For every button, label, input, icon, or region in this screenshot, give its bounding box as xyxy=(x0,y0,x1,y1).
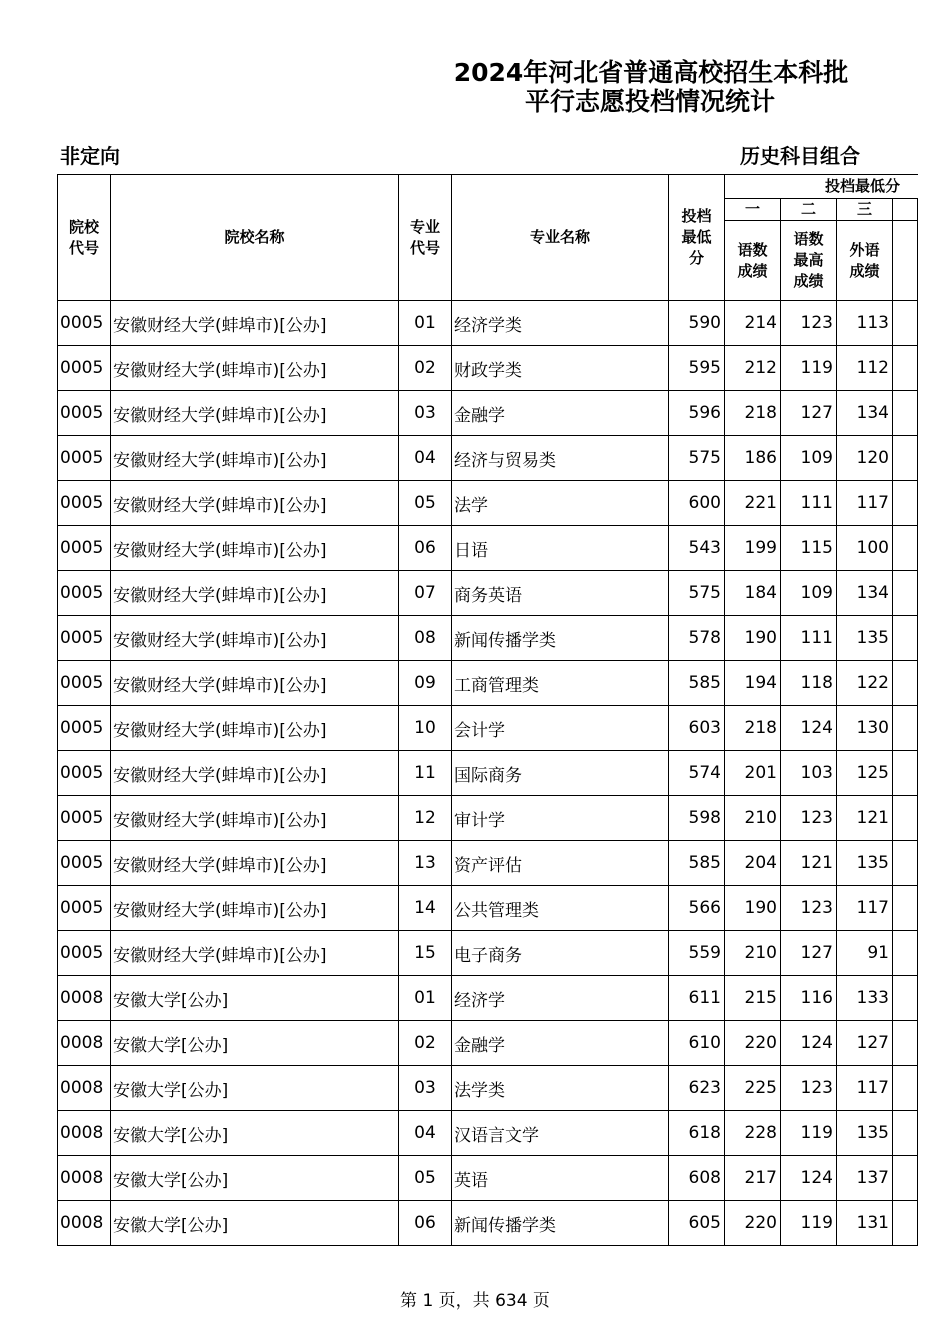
min-score-cell: 608 xyxy=(669,1156,725,1201)
col4-cell xyxy=(893,1066,918,1111)
school-code-cell: 0005 xyxy=(58,706,111,751)
chinese-math-cell: 220 xyxy=(725,1201,781,1246)
chinese-math-max-cell: 115 xyxy=(781,526,837,571)
major-code-cell: 01 xyxy=(399,301,452,346)
header-foreign-lang: 外语成绩 xyxy=(837,221,893,301)
chinese-math-cell: 220 xyxy=(725,1021,781,1066)
chinese-math-cell: 217 xyxy=(725,1156,781,1201)
school-name-cell: 安徽大学[公办] xyxy=(111,1111,399,1156)
major-code-cell: 12 xyxy=(399,796,452,841)
header-col3-no: 三 xyxy=(837,199,893,221)
major-code-cell: 01 xyxy=(399,976,452,1021)
min-score-cell: 575 xyxy=(669,436,725,481)
header-chinese-math: 语数成绩 xyxy=(725,221,781,301)
table-row xyxy=(58,346,918,391)
col4-cell xyxy=(893,1201,918,1246)
school-name-cell: 安徽财经大学(蚌埠市)[公办] xyxy=(111,346,399,391)
school-code-cell: 0005 xyxy=(58,571,111,616)
table-row xyxy=(58,616,918,661)
table-row xyxy=(58,661,918,706)
header-col4 xyxy=(893,221,918,301)
major-name-cell: 日语 xyxy=(452,526,669,571)
header-major-name: 专业名称 xyxy=(452,175,669,301)
foreign-lang-cell: 117 xyxy=(837,886,893,931)
major-code-cell: 04 xyxy=(399,436,452,481)
school-code-cell: 0008 xyxy=(58,1066,111,1111)
school-name-cell: 安徽财经大学(蚌埠市)[公办] xyxy=(111,751,399,796)
min-score-cell: 566 xyxy=(669,886,725,931)
school-name-cell: 安徽大学[公办] xyxy=(111,1156,399,1201)
chinese-math-cell: 218 xyxy=(725,391,781,436)
min-score-cell: 575 xyxy=(669,571,725,616)
col4-cell xyxy=(893,661,918,706)
foreign-lang-cell: 125 xyxy=(837,751,893,796)
school-code-cell: 0005 xyxy=(58,616,111,661)
chinese-math-max-cell: 123 xyxy=(781,1066,837,1111)
school-code-cell: 0008 xyxy=(58,1021,111,1066)
chinese-math-cell: 212 xyxy=(725,346,781,391)
major-code-cell: 10 xyxy=(399,706,452,751)
major-name-cell: 新闻传播学类 xyxy=(452,616,669,661)
chinese-math-max-cell: 121 xyxy=(781,841,837,886)
major-name-cell: 工商管理类 xyxy=(452,661,669,706)
school-code-cell: 0005 xyxy=(58,346,111,391)
col4-cell xyxy=(893,301,918,346)
school-code-cell: 0005 xyxy=(58,751,111,796)
foreign-lang-cell: 122 xyxy=(837,661,893,706)
school-code-cell: 0005 xyxy=(58,661,111,706)
foreign-lang-cell: 117 xyxy=(837,481,893,526)
min-score-cell: 598 xyxy=(669,796,725,841)
header-tiebreak-group xyxy=(725,175,918,199)
col4-cell xyxy=(893,616,918,661)
col4-cell xyxy=(893,481,918,526)
chinese-math-max-cell: 111 xyxy=(781,616,837,661)
page-title: 2024年河北省普通高校招生本科批 xyxy=(453,58,849,87)
chinese-math-max-cell: 119 xyxy=(781,1111,837,1156)
chinese-math-cell: 199 xyxy=(725,526,781,571)
school-name-cell: 安徽财经大学(蚌埠市)[公办] xyxy=(111,796,399,841)
foreign-lang-cell: 131 xyxy=(837,1201,893,1246)
header-school-name: 院校名称 xyxy=(111,175,399,301)
chinese-math-max-cell: 119 xyxy=(781,346,837,391)
min-score-cell: 596 xyxy=(669,391,725,436)
min-score-cell: 585 xyxy=(669,661,725,706)
col4-cell xyxy=(893,346,918,391)
school-name-cell: 安徽大学[公办] xyxy=(111,1021,399,1066)
table-row xyxy=(58,391,918,436)
school-code-cell: 0005 xyxy=(58,526,111,571)
major-code-cell: 13 xyxy=(399,841,452,886)
page-footer: 第 1 页，共 634 页 xyxy=(400,1291,550,1311)
chinese-math-cell: 204 xyxy=(725,841,781,886)
school-code-cell: 0005 xyxy=(58,391,111,436)
min-score-cell: 611 xyxy=(669,976,725,1021)
table-row xyxy=(58,1021,918,1066)
major-code-cell: 15 xyxy=(399,931,452,976)
major-code-cell: 06 xyxy=(399,526,452,571)
chinese-math-max-cell: 124 xyxy=(781,706,837,751)
chinese-math-max-cell: 127 xyxy=(781,391,837,436)
school-code-cell: 0005 xyxy=(58,841,111,886)
col4-cell xyxy=(893,751,918,796)
table-body xyxy=(58,301,918,1246)
school-code-cell: 0005 xyxy=(58,436,111,481)
school-name-cell: 安徽财经大学(蚌埠市)[公办] xyxy=(111,526,399,571)
school-name-cell: 安徽财经大学(蚌埠市)[公办] xyxy=(111,706,399,751)
table-row xyxy=(58,301,918,346)
major-name-cell: 经济学 xyxy=(452,976,669,1021)
major-code-cell: 03 xyxy=(399,391,452,436)
school-name-cell: 安徽财经大学(蚌埠市)[公办] xyxy=(111,391,399,436)
major-name-cell: 审计学 xyxy=(452,796,669,841)
chinese-math-max-cell: 123 xyxy=(781,886,837,931)
major-name-cell: 会计学 xyxy=(452,706,669,751)
chinese-math-cell: 186 xyxy=(725,436,781,481)
school-name-cell: 安徽财经大学(蚌埠市)[公办] xyxy=(111,841,399,886)
major-name-cell: 英语 xyxy=(452,1156,669,1201)
foreign-lang-cell: 133 xyxy=(837,976,893,1021)
min-score-cell: 595 xyxy=(669,346,725,391)
chinese-math-max-cell: 111 xyxy=(781,481,837,526)
major-code-cell: 05 xyxy=(399,481,452,526)
school-code-cell: 0005 xyxy=(58,301,111,346)
major-code-cell: 06 xyxy=(399,1201,452,1246)
min-score-cell: 605 xyxy=(669,1201,725,1246)
major-name-cell: 汉语言文学 xyxy=(452,1111,669,1156)
major-code-cell: 02 xyxy=(399,346,452,391)
school-name-cell: 安徽财经大学(蚌埠市)[公办] xyxy=(111,931,399,976)
major-name-cell: 资产评估 xyxy=(452,841,669,886)
chinese-math-cell: 194 xyxy=(725,661,781,706)
major-name-cell: 经济学类 xyxy=(452,301,669,346)
chinese-math-max-cell: 109 xyxy=(781,436,837,481)
col4-cell xyxy=(893,436,918,481)
chinese-math-max-cell: 119 xyxy=(781,1201,837,1246)
foreign-lang-cell: 121 xyxy=(837,796,893,841)
school-name-cell: 安徽财经大学(蚌埠市)[公办] xyxy=(111,616,399,661)
foreign-lang-cell: 120 xyxy=(837,436,893,481)
chinese-math-cell: 190 xyxy=(725,886,781,931)
chinese-math-max-cell: 118 xyxy=(781,661,837,706)
school-name-cell: 安徽大学[公办] xyxy=(111,976,399,1021)
table-row xyxy=(58,931,918,976)
foreign-lang-cell: 135 xyxy=(837,616,893,661)
chinese-math-cell: 184 xyxy=(725,571,781,616)
major-name-cell: 金融学 xyxy=(452,1021,669,1066)
major-name-cell: 金融学 xyxy=(452,391,669,436)
table-row xyxy=(58,481,918,526)
foreign-lang-cell: 112 xyxy=(837,346,893,391)
school-name-cell: 安徽大学[公办] xyxy=(111,1066,399,1111)
foreign-lang-cell: 100 xyxy=(837,526,893,571)
major-name-cell: 国际商务 xyxy=(452,751,669,796)
major-code-cell: 02 xyxy=(399,1021,452,1066)
foreign-lang-cell: 127 xyxy=(837,1021,893,1066)
score-table xyxy=(57,174,918,1246)
min-score-cell: 543 xyxy=(669,526,725,571)
school-name-cell: 安徽财经大学(蚌埠市)[公办] xyxy=(111,571,399,616)
header-col1-no: 一 xyxy=(725,199,781,221)
header-group-label: 投档最低分 xyxy=(825,177,901,195)
min-score-cell: 623 xyxy=(669,1066,725,1111)
chinese-math-cell: 221 xyxy=(725,481,781,526)
min-score-cell: 603 xyxy=(669,706,725,751)
header-school-code: 院校代号 xyxy=(58,175,111,301)
foreign-lang-cell: 137 xyxy=(837,1156,893,1201)
min-score-cell: 574 xyxy=(669,751,725,796)
major-name-cell: 法学 xyxy=(452,481,669,526)
chinese-math-max-cell: 124 xyxy=(781,1021,837,1066)
foreign-lang-cell: 91 xyxy=(837,931,893,976)
chinese-math-cell: 210 xyxy=(725,931,781,976)
chinese-math-max-cell: 103 xyxy=(781,751,837,796)
col4-cell xyxy=(893,796,918,841)
major-code-cell: 05 xyxy=(399,1156,452,1201)
foreign-lang-cell: 134 xyxy=(837,571,893,616)
chinese-math-max-cell: 123 xyxy=(781,301,837,346)
min-score-cell: 618 xyxy=(669,1111,725,1156)
foreign-lang-cell: 134 xyxy=(837,391,893,436)
header-min-score: 投档最低分 xyxy=(669,175,725,301)
school-code-cell: 0005 xyxy=(58,886,111,931)
col4-cell xyxy=(893,1021,918,1066)
chinese-math-cell: 228 xyxy=(725,1111,781,1156)
col4-cell xyxy=(893,886,918,931)
major-name-cell: 新闻传播学类 xyxy=(452,1201,669,1246)
chinese-math-cell: 225 xyxy=(725,1066,781,1111)
chinese-math-max-cell: 123 xyxy=(781,796,837,841)
major-name-cell: 经济与贸易类 xyxy=(452,436,669,481)
school-code-cell: 0008 xyxy=(58,976,111,1021)
school-code-cell: 0008 xyxy=(58,1111,111,1156)
school-code-cell: 0005 xyxy=(58,931,111,976)
col4-cell xyxy=(893,1111,918,1156)
table-row xyxy=(58,706,918,751)
major-code-cell: 04 xyxy=(399,1111,452,1156)
col4-cell xyxy=(893,706,918,751)
min-score-cell: 585 xyxy=(669,841,725,886)
chinese-math-max-cell: 127 xyxy=(781,931,837,976)
major-code-cell: 11 xyxy=(399,751,452,796)
school-name-cell: 安徽财经大学(蚌埠市)[公办] xyxy=(111,301,399,346)
table-row xyxy=(58,886,918,931)
table-row xyxy=(58,796,918,841)
subject-combo-label: 历史科目组合 xyxy=(740,144,860,168)
foreign-lang-cell: 130 xyxy=(837,706,893,751)
school-code-cell: 0008 xyxy=(58,1156,111,1201)
header-col2-no: 二 xyxy=(781,199,837,221)
foreign-lang-cell: 117 xyxy=(837,1066,893,1111)
school-name-cell: 安徽大学[公办] xyxy=(111,1201,399,1246)
chinese-math-cell: 214 xyxy=(725,301,781,346)
col4-cell xyxy=(893,931,918,976)
header-col4-no xyxy=(893,199,918,221)
min-score-cell: 600 xyxy=(669,481,725,526)
table-row xyxy=(58,1066,918,1111)
school-name-cell: 安徽财经大学(蚌埠市)[公办] xyxy=(111,436,399,481)
table-row xyxy=(58,751,918,796)
major-code-cell: 09 xyxy=(399,661,452,706)
col4-cell xyxy=(893,841,918,886)
col4-cell xyxy=(893,391,918,436)
major-code-cell: 03 xyxy=(399,1066,452,1111)
chinese-math-max-cell: 109 xyxy=(781,571,837,616)
col4-cell xyxy=(893,976,918,1021)
major-name-cell: 商务英语 xyxy=(452,571,669,616)
chinese-math-cell: 215 xyxy=(725,976,781,1021)
table-row xyxy=(58,436,918,481)
major-name-cell: 财政学类 xyxy=(452,346,669,391)
major-name-cell: 法学类 xyxy=(452,1066,669,1111)
school-name-cell: 安徽财经大学(蚌埠市)[公办] xyxy=(111,886,399,931)
major-code-cell: 14 xyxy=(399,886,452,931)
chinese-math-cell: 210 xyxy=(725,796,781,841)
school-code-cell: 0005 xyxy=(58,796,111,841)
school-code-cell: 0008 xyxy=(58,1201,111,1246)
school-code-cell: 0005 xyxy=(58,481,111,526)
chinese-math-cell: 218 xyxy=(725,706,781,751)
score-table-container xyxy=(57,174,901,1261)
min-score-cell: 610 xyxy=(669,1021,725,1066)
school-name-cell: 安徽财经大学(蚌埠市)[公办] xyxy=(111,661,399,706)
chinese-math-max-cell: 124 xyxy=(781,1156,837,1201)
chinese-math-max-cell: 116 xyxy=(781,976,837,1021)
table-row xyxy=(58,1111,918,1156)
min-score-cell: 559 xyxy=(669,931,725,976)
table-row xyxy=(58,1201,918,1246)
chinese-math-cell: 201 xyxy=(725,751,781,796)
table-row xyxy=(58,976,918,1021)
page-subtitle: 平行志愿投档情况统计 xyxy=(524,87,775,116)
major-name-cell: 电子商务 xyxy=(452,931,669,976)
foreign-lang-cell: 113 xyxy=(837,301,893,346)
table-row xyxy=(58,1156,918,1201)
major-code-cell: 08 xyxy=(399,616,452,661)
min-score-cell: 590 xyxy=(669,301,725,346)
major-code-cell: 07 xyxy=(399,571,452,616)
table-row xyxy=(58,571,918,616)
chinese-math-cell: 190 xyxy=(725,616,781,661)
table-row xyxy=(58,526,918,571)
foreign-lang-cell: 135 xyxy=(837,1111,893,1156)
category-label: 非定向 xyxy=(60,144,120,168)
major-name-cell: 公共管理类 xyxy=(452,886,669,931)
school-name-cell: 安徽财经大学(蚌埠市)[公办] xyxy=(111,481,399,526)
table-row xyxy=(58,841,918,886)
header-major-code: 专业代号 xyxy=(399,175,452,301)
header-chinese-math-max: 语数最高成绩 xyxy=(781,221,837,301)
col4-cell xyxy=(893,1156,918,1201)
col4-cell xyxy=(893,571,918,616)
min-score-cell: 578 xyxy=(669,616,725,661)
col4-cell xyxy=(893,526,918,571)
foreign-lang-cell: 135 xyxy=(837,841,893,886)
